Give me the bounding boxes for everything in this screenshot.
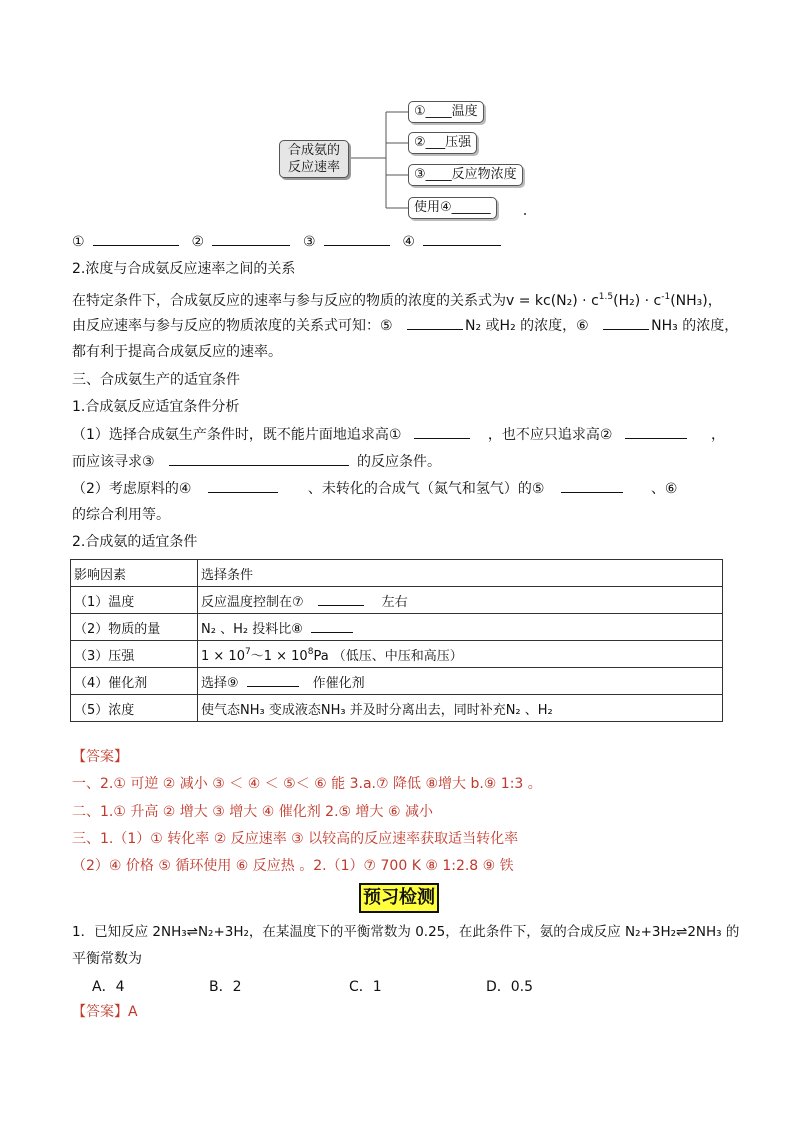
section3-line1 — [72, 424, 725, 445]
option-c[interactable]: C．1 — [349, 979, 382, 995]
conditions-table — [70, 559, 723, 722]
text-segment: ，也不应只追求高② — [487, 427, 613, 443]
answer-line-2: 二、1.① 升高 ② 增大 ③ 增大 ④ 催化剂 2.⑤ 增大 ⑥ 减小 — [72, 804, 433, 820]
preview-title: 预习检测 — [359, 883, 439, 913]
answer-line-4: （2）④ 价格 ⑤ 循环使用 ⑥ 反应热 。2.（1）⑦ 700 K ⑧ 1:2.8 ⑨ 铁 — [72, 858, 514, 874]
blank-5[interactable] — [407, 315, 463, 330]
text-segment: （2）考虑原料的④ — [72, 481, 192, 497]
cell-text: 1 × 10 — [201, 648, 245, 664]
table-cell: （4）催化剂 — [71, 668, 198, 695]
table-cell: 使气态NH₃ 变成液态NH₃ 并及时分离出去，同时补充N₂ 、H₂ — [198, 695, 723, 722]
table-cell — [198, 668, 723, 695]
section3-sub2: 2.合成氨的适宜条件 — [72, 534, 198, 550]
exponent: 8 — [307, 646, 314, 657]
text-segment: ， — [710, 427, 725, 443]
question-1-answer — [72, 1002, 138, 1022]
blank-7[interactable] — [318, 593, 364, 606]
section3-sub1: 1.合成氨反应适宜条件分析 — [72, 399, 240, 415]
blank-label-4: ④ — [402, 234, 415, 250]
blank-s3-4[interactable] — [208, 478, 278, 493]
diagram-branch-catalyst: 使用④______ — [408, 197, 497, 219]
text-segment: 、⑥ — [650, 481, 678, 497]
text-segment: 的反应条件。 — [357, 454, 442, 470]
exponent-h2: 1.5 — [598, 292, 614, 302]
table-header-condition: 选择条件 — [198, 560, 723, 587]
diagram-connectors — [0, 0, 794, 230]
section2-conclusion-line — [72, 315, 738, 336]
table-row — [71, 668, 723, 695]
blank-3[interactable] — [324, 231, 390, 246]
section3-title: 三、合成氨生产的适宜条件 — [72, 372, 240, 388]
table-row — [71, 560, 723, 587]
blank-1[interactable] — [93, 231, 179, 246]
option-d[interactable]: D．0.5 — [486, 979, 534, 995]
answer-label: 【答案】 — [72, 1004, 128, 1020]
table-cell — [198, 641, 723, 668]
section2-end-line: 都有利于提高合成氨反应的速率。 — [72, 344, 282, 360]
blank-s3-1[interactable] — [414, 424, 470, 439]
cell-text: Pa （低压、中压和高压） — [313, 648, 463, 664]
answer-line-1: 一、2.① 可逆 ② 减小 ③ ＜ ④ ＜ ⑤＜ ⑥ 能 3.a.⑦ 降低 ⑧增大 b.⑨ 1:3 。 — [72, 776, 542, 792]
blank-9[interactable] — [247, 674, 299, 687]
cell-text: ～1 × 10 — [250, 648, 308, 664]
option-b[interactable]: B．2 — [209, 979, 242, 995]
rate-equation-end: (NH₃)， — [670, 293, 722, 309]
question-1-line2: 平衡常数为 — [72, 951, 142, 967]
diagram-center-node: 合成氨的 反应速率 — [279, 140, 349, 178]
blank-s3-2[interactable] — [625, 424, 687, 439]
text-segment: 由反应速率与参与反应的物质浓度的关系式可知：⑤ — [72, 318, 393, 334]
answer-value: A — [128, 1004, 138, 1020]
table-row — [71, 641, 723, 668]
text-segment: （1）选择合成氨生产条件时，既不能片面地追求高① — [72, 427, 402, 443]
diagram-branch-temperature: ①____温度 — [408, 101, 484, 123]
text-segment: N₂ 或H₂ 的浓度，⑥ — [465, 318, 589, 334]
section2-title: 2.浓度与合成氨反应速率之间的关系 — [72, 261, 296, 277]
cell-text: N₂ 、H₂ 投料比⑧ — [201, 621, 303, 637]
diagram-branch-concentration: ③____反应物浓度 — [408, 164, 523, 186]
exponent-nh3: -1 — [661, 292, 671, 302]
cell-text: 反应温度控制在⑦ — [201, 594, 304, 610]
blank-2[interactable] — [212, 231, 290, 246]
text-segment: 、未转化的合成气（氮气和氢气）的⑤ — [307, 481, 545, 497]
option-a[interactable]: A．4 — [92, 979, 125, 995]
blank-s3-5[interactable] — [561, 478, 623, 493]
section3-line3 — [72, 478, 678, 499]
text-segment: NH₃ 的浓度， — [651, 318, 739, 334]
table-cell — [198, 587, 723, 614]
table-cell: （5）浓度 — [71, 695, 198, 722]
exponent: 7 — [244, 646, 251, 657]
table-cell: （3）压强 — [71, 641, 198, 668]
table-cell — [198, 614, 723, 641]
cell-text: 作催化剂 — [312, 675, 365, 691]
question-1-line1: 1．已知反应 2NH₃⇌N₂+3H₂，在某温度下的平衡常数为 0.25，在此条件下，氨的合成反应 N₂+3H₂⇌2NH₃ 的 — [72, 924, 740, 940]
section3-line2 — [72, 451, 441, 472]
blank-8[interactable] — [311, 620, 353, 633]
answer-label: 【答案】 — [72, 749, 128, 765]
table-cell: （2）物质的量 — [71, 614, 198, 641]
blank-label-1: ① — [72, 234, 85, 250]
blank-label-2: ② — [191, 234, 205, 250]
rate-equation-line — [72, 287, 722, 311]
answer-blanks-row — [72, 231, 501, 252]
blank-6[interactable] — [603, 315, 649, 330]
rate-equation-mid: (H₂) · c — [613, 293, 662, 309]
rate-equation-text: 在特定条件下，合成氨反应的速率与参与反应的物质的浓度的关系式为v = kc(N₂) · c — [72, 293, 599, 309]
blank-4[interactable] — [423, 231, 501, 246]
text-segment: 而应该寻求③ — [72, 454, 155, 470]
answer-line-3: 三、1.（1）① 转化率 ② 反应速率 ③ 以较高的反应速率获取适当转化率 — [72, 831, 519, 847]
section3-line4: 的综合利用等。 — [72, 507, 170, 523]
cell-text: 选择⑨ — [201, 675, 239, 691]
blank-label-3: ③ — [302, 234, 316, 250]
table-header-factor: 影响因素 — [71, 560, 198, 587]
table-row — [71, 695, 723, 722]
blank-s3-3[interactable] — [169, 451, 349, 466]
diagram-branch-pressure: ②___压强 — [408, 132, 477, 154]
table-cell: （1）温度 — [71, 587, 198, 614]
table-row — [71, 587, 723, 614]
table-row — [71, 614, 723, 641]
cell-text: 左右 — [381, 594, 408, 610]
